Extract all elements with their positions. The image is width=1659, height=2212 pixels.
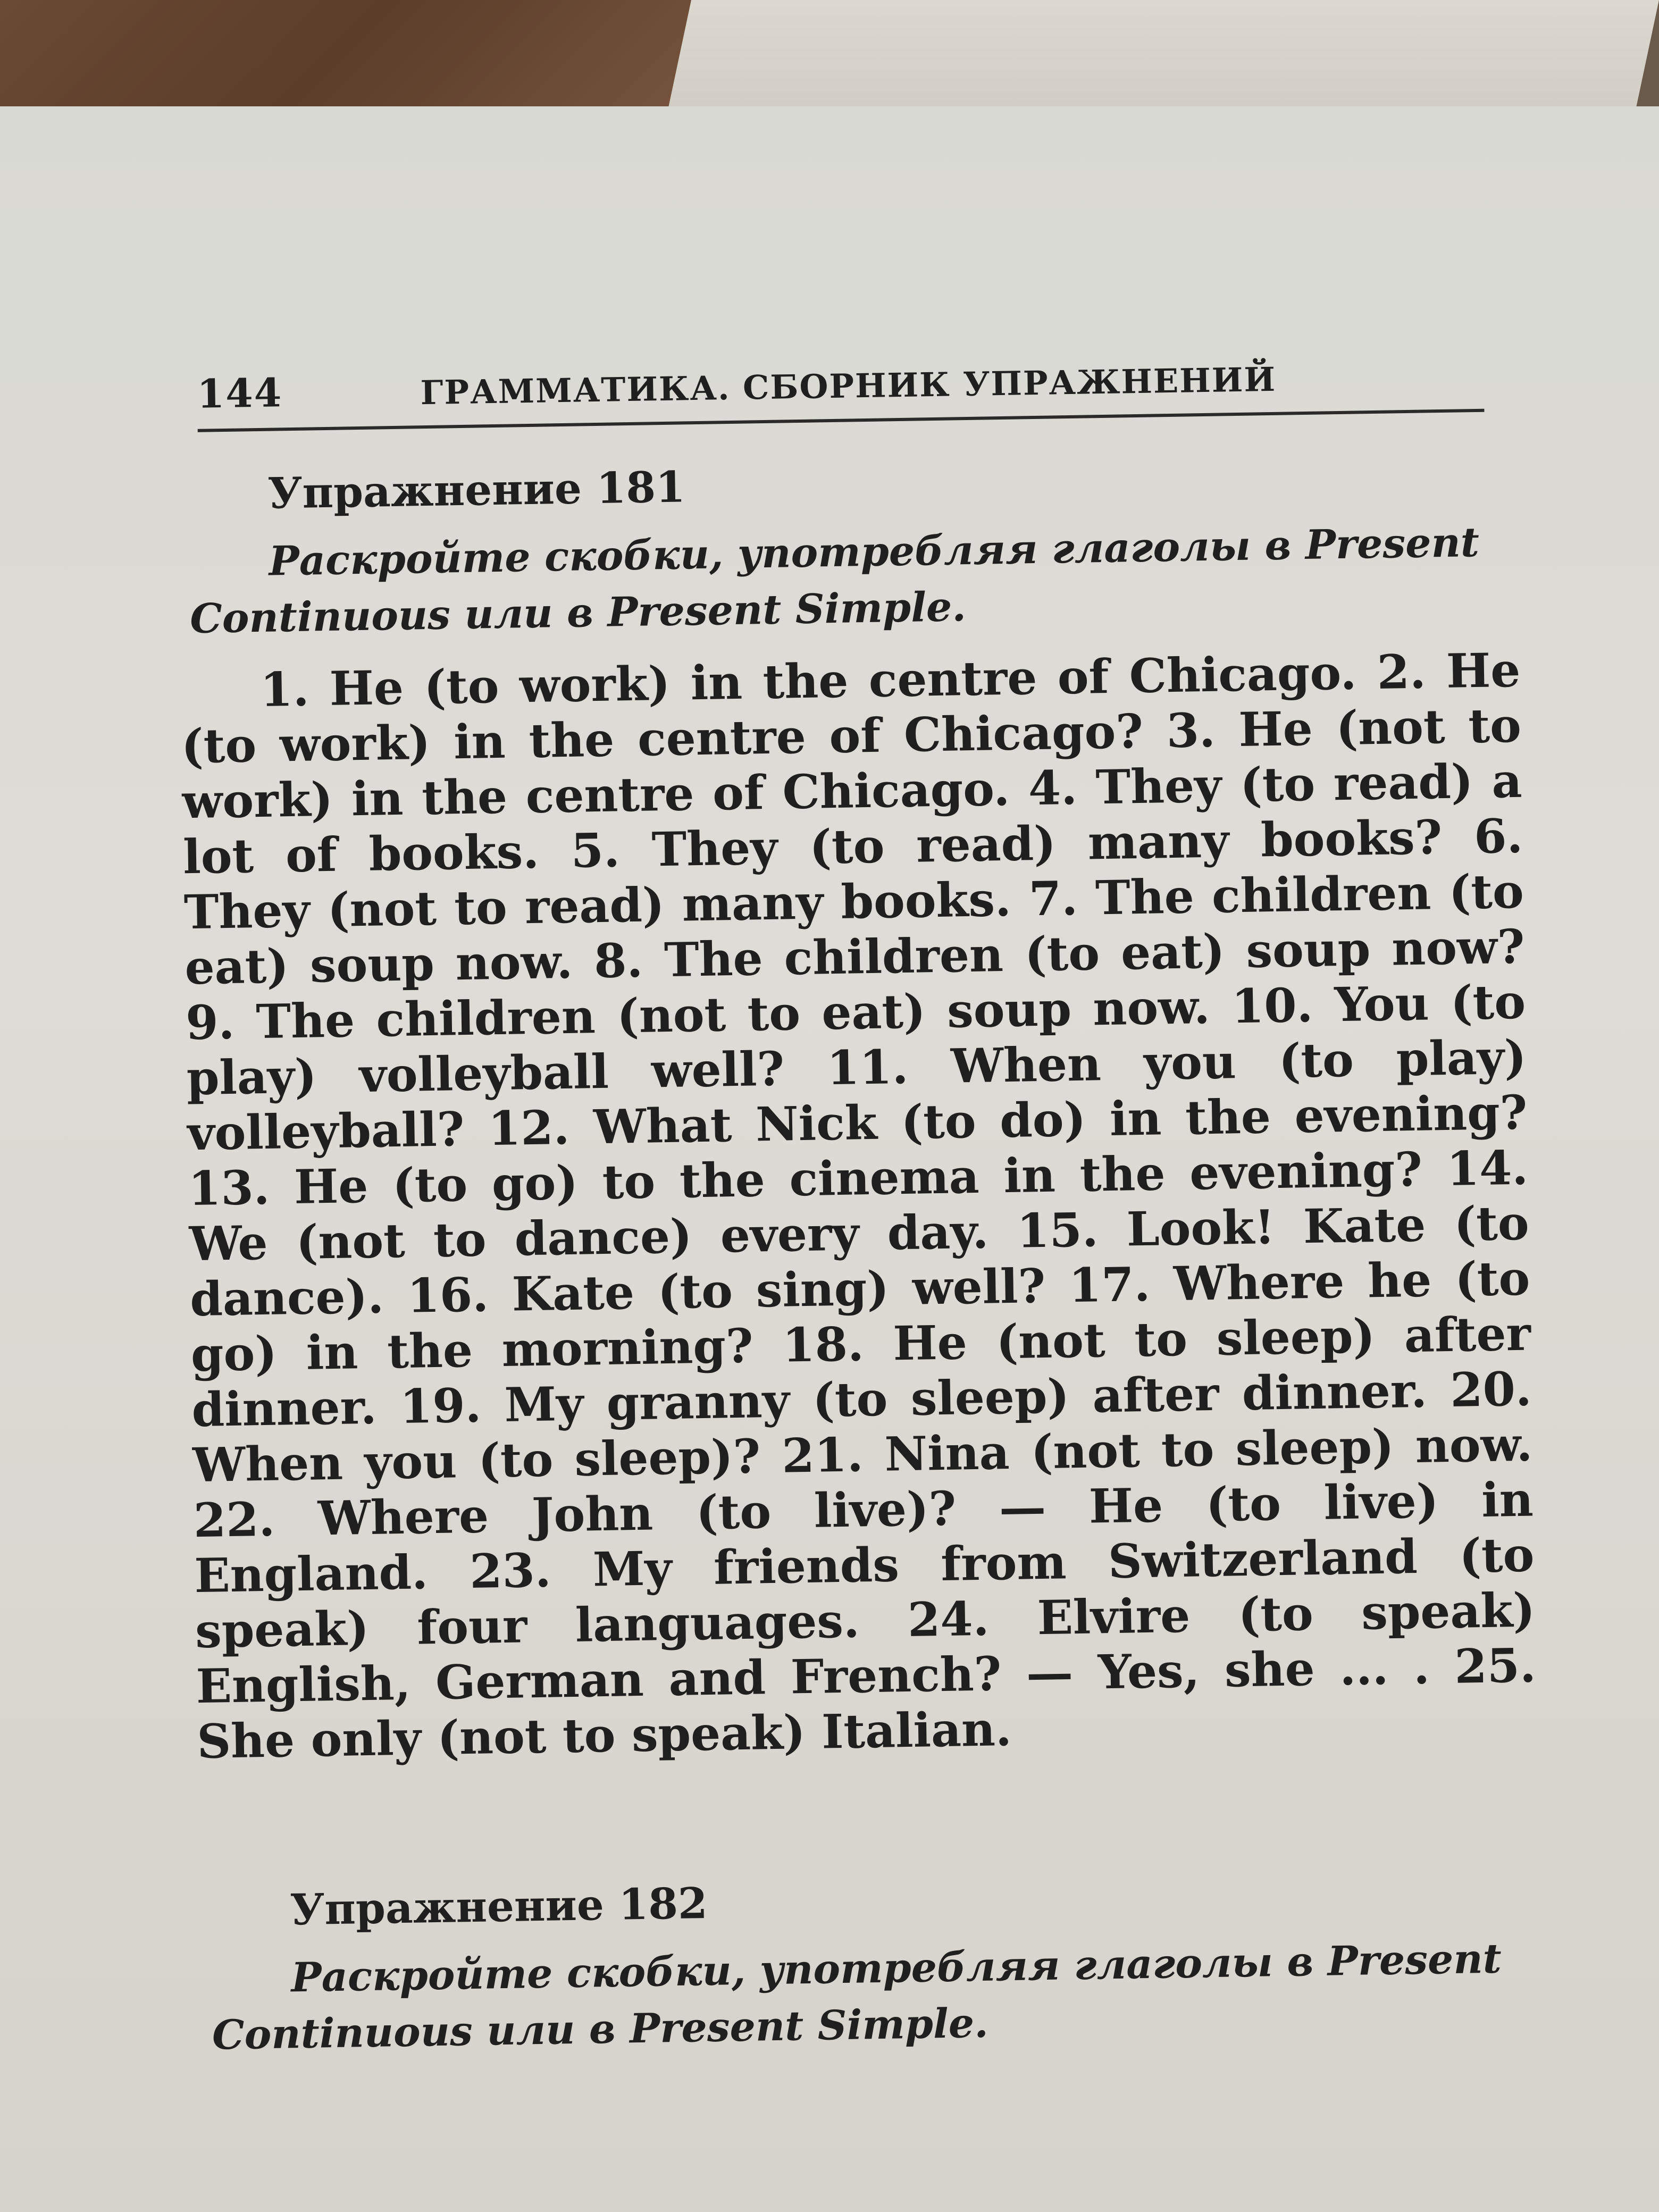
page-number: 144 bbox=[196, 370, 283, 417]
exercise-181-instruction: Раскройте скобки, употребляя глаголы в Present Continuous или в Present Simple. bbox=[189, 518, 1480, 642]
exercise-181-title: Упражнение 181 bbox=[267, 462, 686, 518]
exercise-182-title: Упражнение 182 bbox=[289, 1878, 708, 1935]
book-page bbox=[0, 106, 1659, 2212]
table-background bbox=[0, 0, 744, 122]
exercise-181-text: 1. He (to work) in the centre of Chicago. 2. He (to work) in the centre of Chicago? 3. He (not to work) in the centre of Chicago. 4. They (to read) a lot of books. 5. They (to read) many books? 6. They (not to read) many books. 7. The children (to eat) soup now. 8. The children (to eat) soup now? 9. The children (not to eat) soup now. 10. You (to play) volleyball well? 11. When you (to play) volleyball? 12. What Nick (to do) in the evening? 13. He (to go) to the cinema in the evening? 14. We (not to dance) every day. 15. Look! Kate (to dance). 16. Kate (to sing) well? 17. Where he (to go) in the morning? 18. He (not to sleep) after dinner. 19. My granny (to sleep) after dinner. 20. When you (to sleep)? 21. Nina (not to sleep) now. 22. Where John (to live)? — He (to live) in England. 23. My friends from Switzerland (to speak) four languages. 24. Elvire (to speak) English, German and French? — Yes, she ... . 25. She only (not to speak) Italian. bbox=[181, 642, 1537, 1770]
running-header bbox=[197, 351, 1484, 432]
exercise-182-instruction: Раскройте скобки, употребляя глаголы в Present Continuous или в Present Simple. bbox=[212, 1934, 1502, 2059]
book-title: ГРАММАТИКА. СБОРНИК УПРАЖНЕНИЙ bbox=[420, 359, 1277, 413]
page-content bbox=[154, 350, 1606, 2064]
